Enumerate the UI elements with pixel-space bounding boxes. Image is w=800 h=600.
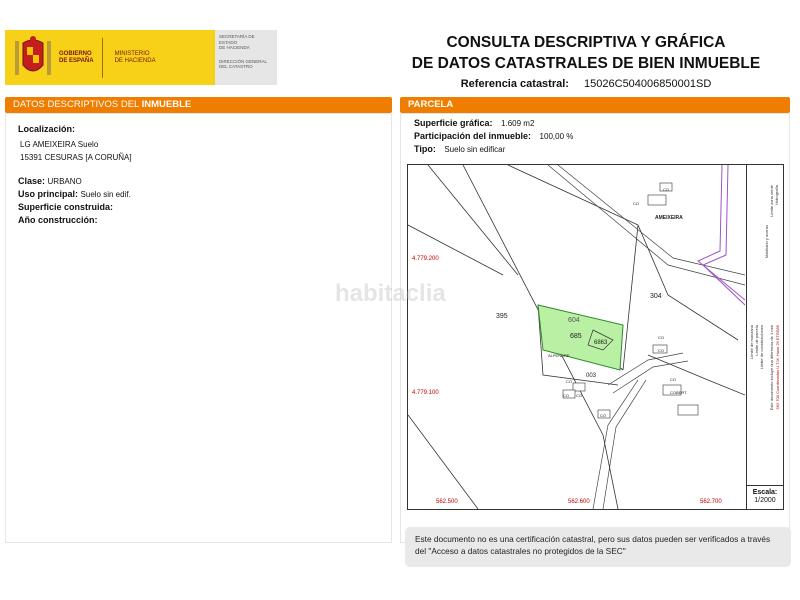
scale-label: Escala: bbox=[752, 489, 778, 496]
logo-yellow-band bbox=[5, 30, 215, 85]
legend-entry: Este documento incluye una diferencia de 1 mm bbox=[769, 325, 774, 411]
building-label: CO bbox=[633, 201, 639, 206]
superficie-label: Superficie gráfica: bbox=[414, 118, 493, 128]
road-line bbox=[593, 380, 638, 509]
uso-value: Suelo sin edif. bbox=[80, 190, 131, 199]
sec-line2: DE HACIENDA bbox=[219, 45, 250, 51]
title-line1: CONSULTA DESCRIPTIVA Y GRÁFICA bbox=[446, 34, 726, 51]
address-line1: LG AMEIXEIRA Suelo bbox=[20, 140, 99, 149]
section-inmueble-bold: INMUEBLE bbox=[141, 99, 192, 110]
building-label: CO bbox=[658, 348, 664, 353]
boundary-line bbox=[428, 165, 518, 275]
clase-value: URBANO bbox=[47, 177, 82, 186]
legend-entry: Límite zona verde bbox=[769, 185, 774, 217]
participacion-row bbox=[414, 130, 783, 143]
ministry-name bbox=[103, 51, 156, 65]
scale-box bbox=[746, 485, 783, 509]
building-label: CO bbox=[563, 393, 569, 398]
parcel-number: 685 bbox=[570, 333, 582, 340]
building-label: CO bbox=[566, 379, 572, 384]
scale-value: 1/2000 bbox=[754, 497, 776, 504]
tipo-value: Suelo sin edificar bbox=[444, 145, 506, 154]
legend-entry: Límite de parcela bbox=[754, 325, 759, 356]
disclaimer-notice: Este documento no es una certificación catastral, pero sus datos pueden ser verificados a través del "Acceso a datos catastrales no protegidos de la SEC" bbox=[405, 527, 791, 567]
parcel-number: 395 bbox=[496, 313, 508, 320]
parcel-number: 6863 bbox=[594, 340, 608, 346]
road-line bbox=[548, 165, 745, 285]
section-header-inmueble bbox=[5, 97, 392, 113]
coat-of-arms-icon bbox=[13, 35, 53, 81]
cadastral-map bbox=[407, 164, 784, 510]
reference-value: 15026C504006850001SD bbox=[584, 78, 712, 90]
participacion-label: Participación del inmueble: bbox=[414, 131, 532, 141]
dir-line2: DEL CATASTRO bbox=[219, 64, 253, 70]
localizacion-label: Localización: bbox=[18, 124, 76, 134]
superficie-construida-label: Superficie construida: bbox=[18, 202, 114, 212]
place-name: AMEIXEIRA bbox=[655, 215, 683, 221]
legend-entry: Hidrografía bbox=[774, 185, 779, 205]
coord-x-right: 562.700 bbox=[700, 499, 722, 505]
boundary-line bbox=[623, 225, 638, 370]
uso-row bbox=[18, 189, 379, 199]
building-label: CO bbox=[663, 187, 669, 192]
building-label: CO bbox=[670, 377, 676, 382]
municipal-boundary bbox=[698, 165, 745, 300]
reference-label: Referencia catastral: bbox=[460, 78, 569, 90]
government-logo-block bbox=[5, 30, 280, 85]
section-header-parcela: PARCELA bbox=[400, 97, 790, 113]
anio-construccion-label: Año construcción: bbox=[18, 215, 98, 225]
watermark: habitaclia bbox=[335, 280, 446, 307]
dir-line1: DIRECCIÓN GENERAL bbox=[219, 58, 268, 64]
superficie-row bbox=[414, 117, 783, 130]
coord-y-bottom: 4.779.100 bbox=[412, 390, 439, 396]
cobertizo-label: COBERT. bbox=[670, 390, 688, 395]
legend-entry: Límite de manzana bbox=[749, 325, 754, 360]
participacion-value: 100,00 % bbox=[539, 132, 574, 141]
building-outline bbox=[648, 195, 666, 205]
secretaria-text bbox=[219, 34, 273, 51]
coord-y-top: 4.779.200 bbox=[412, 256, 439, 262]
building-label: CO bbox=[576, 393, 582, 398]
document-title-block bbox=[400, 32, 772, 90]
parcel-number: 003 bbox=[586, 373, 597, 379]
boundary-line bbox=[408, 225, 503, 275]
legend-entry: Mobiliario y aceras bbox=[764, 225, 769, 259]
map-legend bbox=[746, 165, 783, 485]
superficie-value: 1.609 m2 bbox=[501, 119, 535, 128]
parcel-number: 604 bbox=[568, 317, 580, 324]
boundary-line bbox=[408, 415, 478, 509]
sec-line1: SECRETARÍA DE ESTADO bbox=[219, 34, 255, 45]
building-label: CO bbox=[600, 413, 606, 418]
legend-entry: Límite de construcciones bbox=[759, 325, 764, 370]
alpendre-label: ALPENDRE bbox=[548, 353, 570, 358]
gov-line1: GOBIERNO bbox=[59, 50, 92, 57]
municipal-boundary bbox=[703, 165, 745, 305]
uso-label: Uso principal: bbox=[18, 189, 79, 199]
tipo-row bbox=[414, 143, 783, 156]
parcel-number: 304 bbox=[650, 293, 662, 300]
ministry-line2: DE HACIENDA bbox=[114, 57, 156, 64]
parcela-panel bbox=[400, 113, 790, 543]
boundary-line bbox=[648, 355, 745, 395]
title-line2: DE DATOS CATASTRALES DE BIEN INMUEBLE bbox=[411, 55, 761, 72]
coord-x-middle: 562.600 bbox=[568, 499, 590, 505]
legend-entry: 562.700 Coordenadas U.T.M. Huso 29 ETRS89 bbox=[775, 325, 780, 410]
gov-name bbox=[53, 51, 94, 65]
direccion-text bbox=[219, 59, 273, 70]
clase-label: Clase: bbox=[18, 176, 46, 186]
inmueble-panel bbox=[5, 113, 392, 543]
building-label: CO bbox=[658, 335, 664, 340]
gov-line2: DE ESPAÑA bbox=[59, 57, 94, 64]
reference-line bbox=[400, 78, 772, 90]
building-outline bbox=[678, 405, 698, 415]
tipo-label: Tipo: bbox=[414, 144, 436, 154]
road-line bbox=[603, 380, 646, 509]
section-inmueble-prefix: DATOS DESCRIPTIVOS DEL bbox=[13, 99, 142, 110]
logo-gray-band bbox=[215, 30, 277, 85]
ministry-line1: MINISTERIO bbox=[114, 50, 150, 57]
clase-row bbox=[18, 176, 379, 186]
address-line2: 15391 CESURAS [A CORUÑA] bbox=[20, 153, 132, 162]
coord-x-left: 562.500 bbox=[436, 499, 458, 505]
